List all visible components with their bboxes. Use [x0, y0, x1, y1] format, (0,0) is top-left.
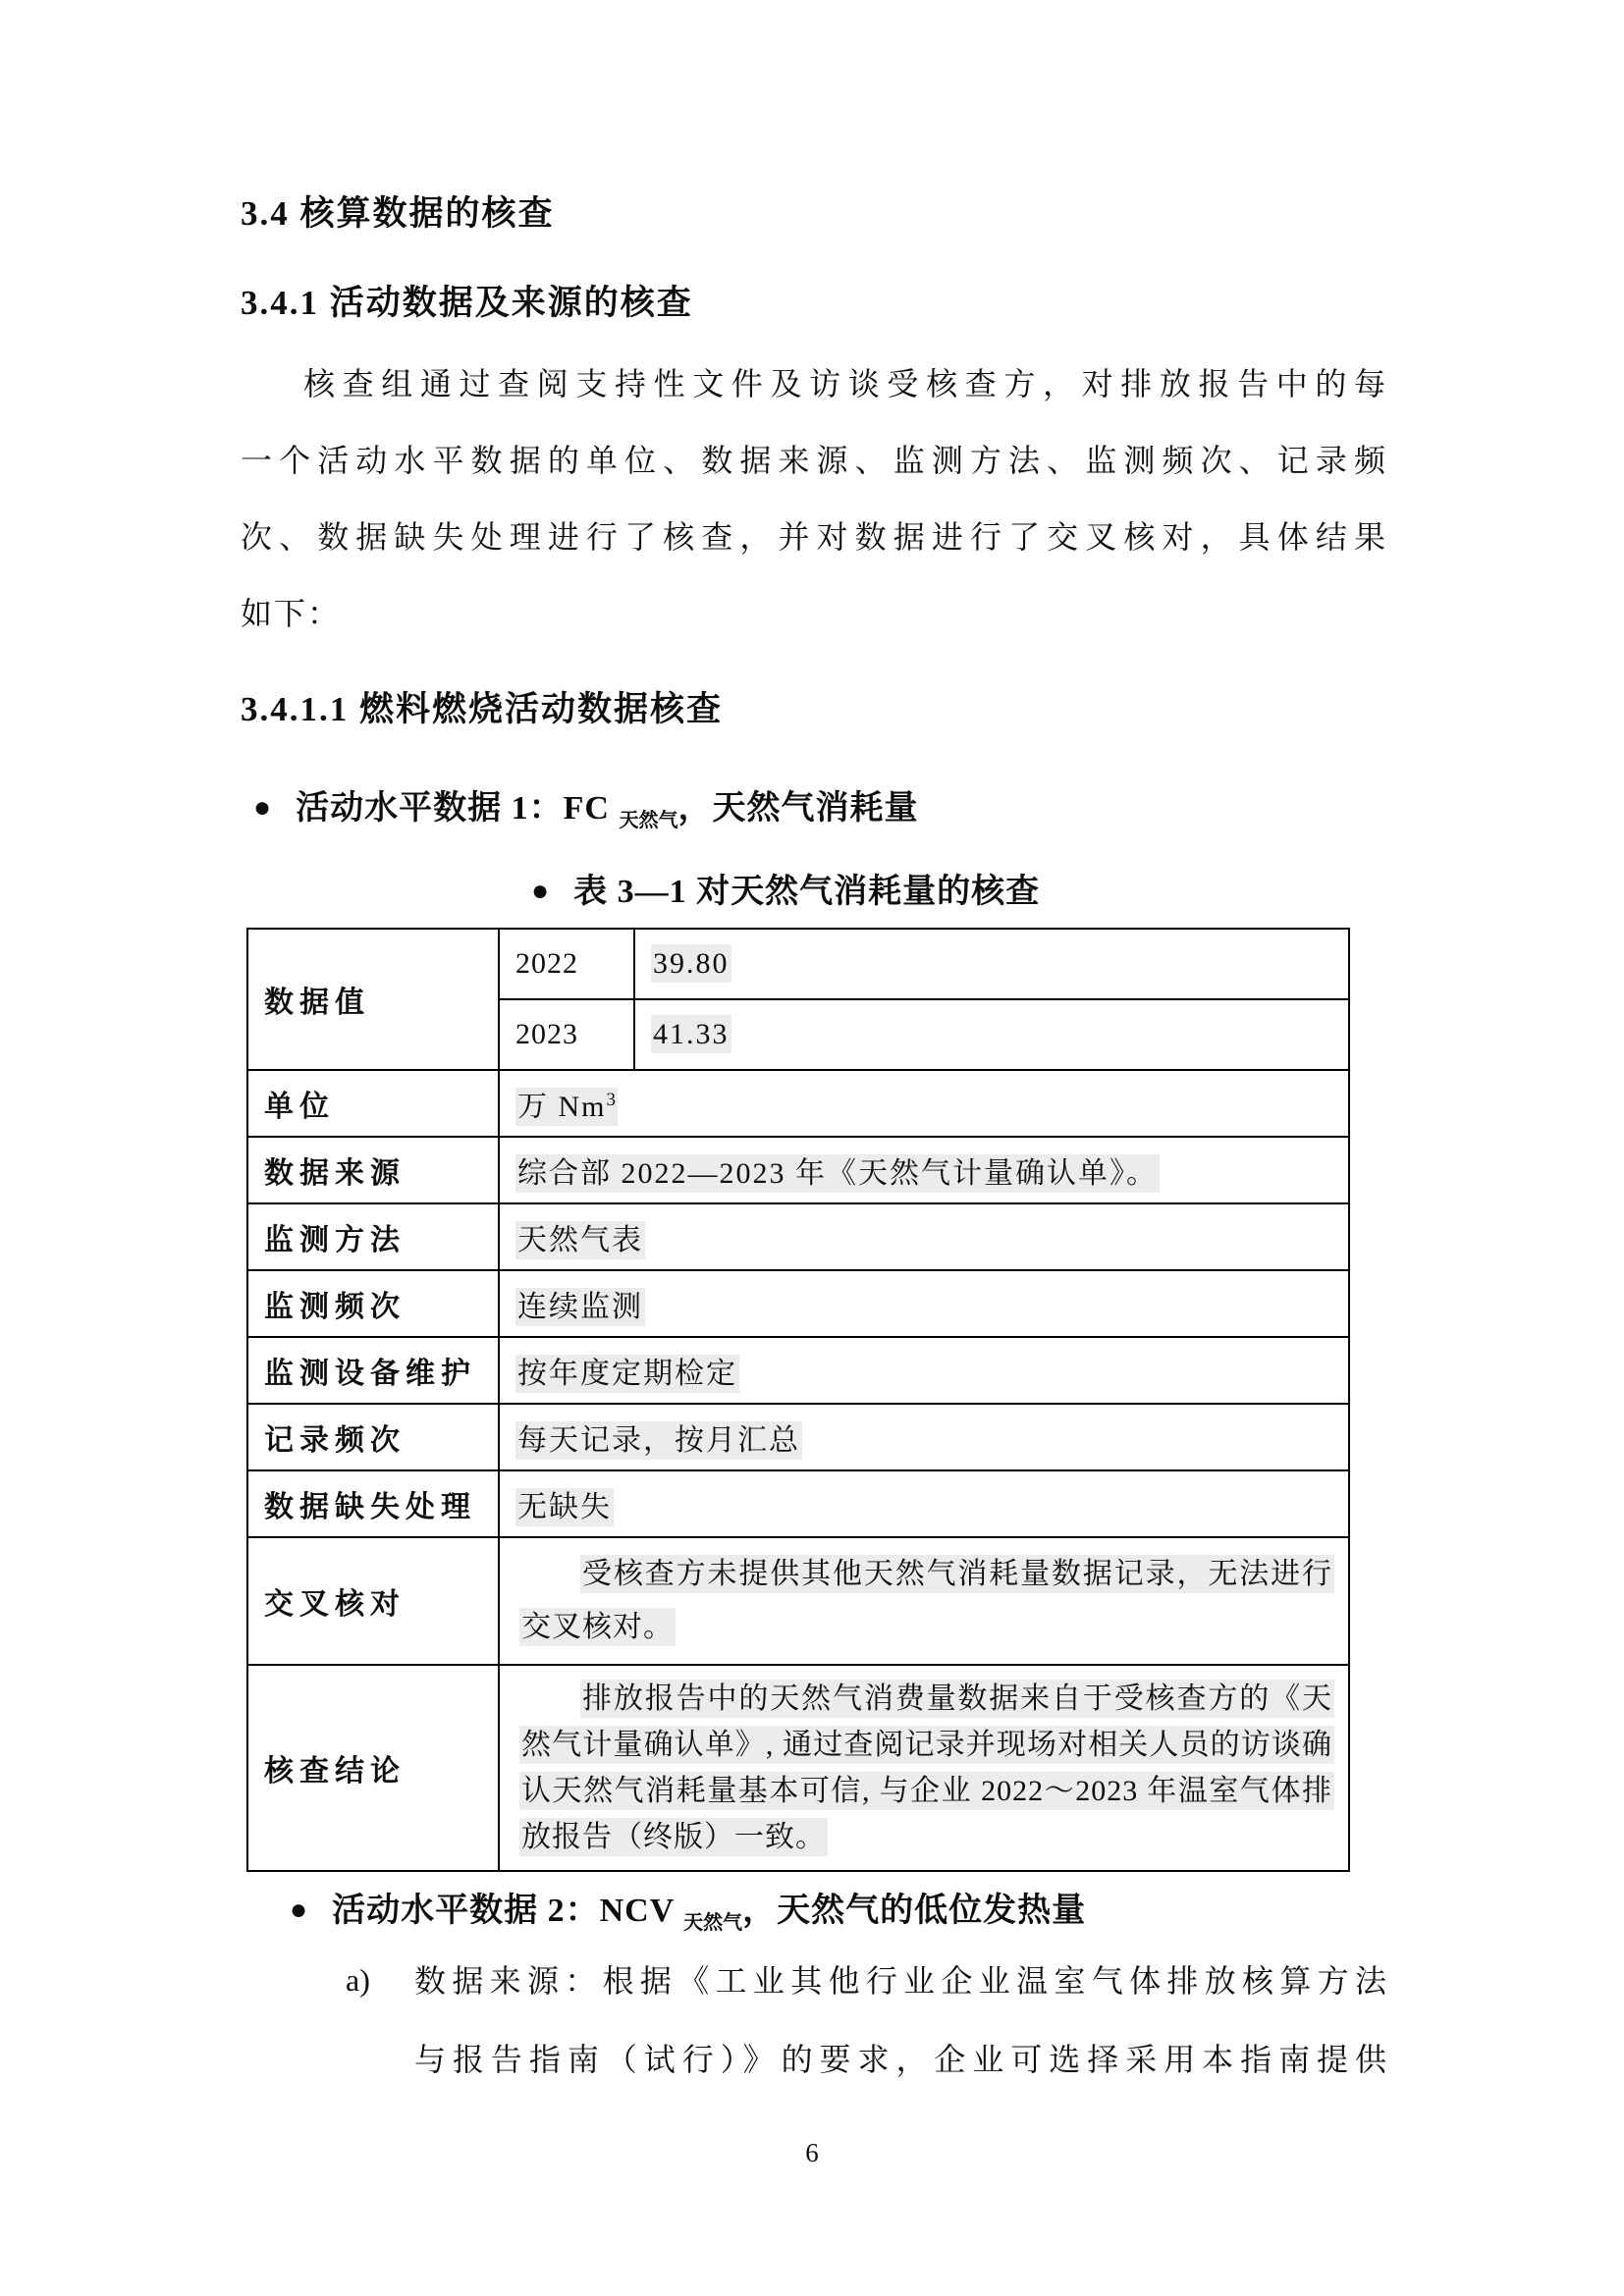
- cross-check-text: 受核查方未提供其他天然气消耗量数据记录，无法进行交叉核对。: [519, 1548, 1334, 1654]
- year-cell: 2023: [499, 999, 634, 1070]
- row-label-cross-check: 交叉核对: [247, 1537, 499, 1665]
- value-cell: 万 Nm$^3$: [499, 1070, 1349, 1137]
- page-number: 6: [805, 2138, 819, 2167]
- activity-data-2-label: 活动水平数据 2：NCV $_{天然气}$，天然气的低位发热量: [332, 1893, 1087, 1934]
- heading-3-4: 3.4 核算数据的核查: [241, 194, 555, 233]
- value-cell: 综合部 2022—2023 年《天然气计量确认单》。: [499, 1137, 1349, 1203]
- row-label-data-value: 数据值: [247, 929, 499, 1070]
- row-label-monitoring-method: 监测方法: [247, 1203, 499, 1270]
- intro-paragraph: [241, 346, 1387, 652]
- table-row: [247, 1665, 1349, 1871]
- verification-table: [246, 928, 1350, 1872]
- bullet-icon: ●: [253, 791, 273, 824]
- table-row: [247, 929, 1349, 999]
- value-cell: 连续监测: [499, 1270, 1349, 1337]
- row-label-equipment-maintenance: 监测设备维护: [247, 1337, 499, 1404]
- list-item-a-line: 数据来源：根据《工业其他行业企业温室气体排放核算方法: [414, 1963, 1388, 1999]
- table-row: [247, 1203, 1349, 1270]
- table-caption-text: 表 3—1 对天然气消耗量的核查: [573, 874, 1041, 910]
- table-row: [247, 1270, 1349, 1337]
- table-caption: [531, 864, 1040, 912]
- value-cell: [499, 1665, 1349, 1871]
- table-row: [247, 1070, 1349, 1137]
- value-cell: 39.80: [634, 929, 1349, 999]
- paragraph-line: 一个活动水平数据的单位、数据来源、监测方法、监测频次、记录频: [241, 443, 1387, 478]
- table-row: [247, 1337, 1349, 1404]
- value-cell: [499, 1537, 1349, 1665]
- row-label-missing-data-handling: 数据缺失处理: [247, 1470, 499, 1537]
- activity-data-1-label: 活动水平数据 1：FC $_{天然气}$，天然气消耗量: [296, 790, 919, 831]
- bullet-icon: ●: [290, 1894, 309, 1926]
- heading-3-4-1-1: 3.4.1.1 燃料燃烧活动数据核查: [241, 690, 724, 728]
- table-row: [247, 1470, 1349, 1537]
- conclusion-text: 排放报告中的天然气消费量数据来自于受核查方的《天然气计量确认单》, 通过查阅记录并现场对相关人员的访谈确认天然气消耗量基本可信, 与企业 2022～2023 年温室气体排放报告（终版）一致。: [519, 1676, 1334, 1860]
- subscript-natural-gas: 天然气: [619, 809, 678, 831]
- bullet-activity-data-1: [253, 780, 918, 832]
- paragraph-line: 如下：: [241, 596, 342, 631]
- bullet-activity-data-2: [290, 1883, 1086, 1935]
- table-row: [247, 1137, 1349, 1203]
- paragraph-line: 次、数据缺失处理进行了核查，并对数据进行了交叉核对，具体结果: [241, 519, 1387, 555]
- table-row: [247, 1404, 1349, 1470]
- row-label-unit: 单位: [247, 1070, 499, 1137]
- row-label-monitoring-frequency: 监测频次: [247, 1270, 499, 1337]
- heading-3-4-1: 3.4.1 活动数据及来源的核查: [241, 284, 693, 322]
- row-label-record-frequency: 记录频次: [247, 1404, 499, 1470]
- value-cell: 天然气表: [499, 1203, 1349, 1270]
- value-cell: 无缺失: [499, 1470, 1349, 1537]
- paragraph-line: 核查组通过查阅支持性文件及访谈受核查方，对排放报告中的每: [303, 366, 1387, 401]
- bullet-icon: ●: [531, 875, 551, 907]
- value-cell: 按年度定期检定: [499, 1337, 1349, 1404]
- table-row: [247, 1537, 1349, 1665]
- list-item-a-marker: a): [346, 1962, 370, 1998]
- subscript-natural-gas: 天然气: [683, 1911, 743, 1934]
- list-item-a: [346, 1942, 1388, 2099]
- superscript-3: 3: [606, 1090, 616, 1110]
- row-label-verification-conclusion: 核查结论: [247, 1665, 499, 1871]
- value-cell: 41.33: [634, 999, 1349, 1070]
- year-cell: 2022: [499, 929, 634, 999]
- row-label-data-source: 数据来源: [247, 1137, 499, 1203]
- value-cell: 每天记录，按月汇总: [499, 1404, 1349, 1470]
- list-item-a-line: 与报告指南（试行）》的要求，企业可选择采用本指南提供: [414, 2042, 1388, 2077]
